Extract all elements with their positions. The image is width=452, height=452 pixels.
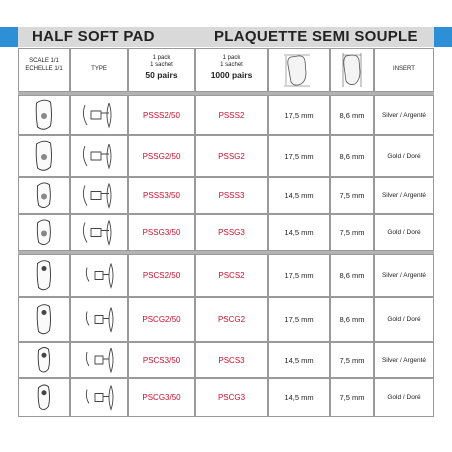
length-value: 17,5 mm <box>284 151 314 161</box>
code50-cell <box>128 297 195 342</box>
header-pack50-line2: 1 sachet <box>150 62 173 68</box>
nose-pad-side-icon <box>71 255 127 296</box>
header-insert: INSERT <box>393 66 415 72</box>
nose-pad-side-icon <box>71 96 127 134</box>
width-cell <box>330 177 374 214</box>
length-cell <box>268 135 330 177</box>
table-header <box>18 48 434 92</box>
pad-width-icon <box>331 49 373 91</box>
nose-pad-front-icon <box>19 343 69 377</box>
length-value: 14,5 mm <box>284 355 314 365</box>
insert-value: Silver / Argenté <box>381 111 427 119</box>
header-scale-line1: SCALE 1/1 <box>29 58 59 64</box>
code50-cell <box>128 378 195 417</box>
width-cell <box>330 378 374 417</box>
code-50-pairs: PSSS2/50 <box>143 110 180 120</box>
width-cell <box>330 342 374 378</box>
code-1000-pairs: PSCG3 <box>217 393 246 402</box>
length-cell <box>268 342 330 378</box>
table-row <box>18 135 434 177</box>
header-insert-cell <box>374 48 434 92</box>
code1000-cell <box>195 342 268 378</box>
insert-cell <box>374 177 434 214</box>
code1000-cell <box>195 177 268 214</box>
code1000-cell <box>195 214 268 251</box>
code-50-pairs: PSSG2/50 <box>142 151 181 161</box>
width-cell <box>330 135 374 177</box>
code-50-pairs: PSCG2/50 <box>142 315 181 324</box>
code1000-cell <box>195 378 268 417</box>
length-value: 17,5 mm <box>284 315 314 324</box>
width-value: 8,6 mm <box>339 151 365 161</box>
insert-cell <box>374 95 434 135</box>
length-cell <box>268 177 330 214</box>
insert-cell <box>374 378 434 417</box>
nose-pad-side-icon <box>71 215 127 250</box>
insert-value: Gold / Doré <box>387 394 421 401</box>
code50-cell <box>128 214 195 251</box>
length-cell <box>268 378 330 417</box>
code-50-pairs: PSCS3/50 <box>142 355 181 365</box>
scale-image-cell <box>18 378 70 417</box>
table-row <box>18 95 434 135</box>
length-value: 14,5 mm <box>284 228 314 237</box>
code50-cell <box>128 342 195 378</box>
nose-pad-front-icon <box>19 215 69 250</box>
insert-cell <box>374 254 434 297</box>
header-pack1000-line1: 1 pack <box>222 55 241 61</box>
scale-image-cell <box>18 297 70 342</box>
scale-image-cell <box>18 135 70 177</box>
width-value: 8,6 mm <box>339 271 365 280</box>
table-row <box>18 342 434 378</box>
length-cell <box>268 95 330 135</box>
nose-pad-side-icon <box>71 178 127 213</box>
scale-image-cell <box>18 95 70 135</box>
length-value: 14,5 mm <box>284 393 314 402</box>
code-1000-pairs: PSSG3 <box>218 228 245 237</box>
scale-image-cell <box>18 342 70 378</box>
scale-image-cell <box>18 254 70 297</box>
insert-value: Silver / Argenté <box>381 356 427 364</box>
insert-value: Gold / Doré <box>387 316 421 323</box>
insert-cell <box>374 297 434 342</box>
header-pack50-line1: 1 pack <box>152 55 171 61</box>
nose-pad-side-icon <box>71 298 127 341</box>
length-value: 17,5 mm <box>284 110 314 120</box>
code1000-cell <box>195 95 268 135</box>
header-scale-cell <box>18 48 70 92</box>
insert-value: Gold / Doré <box>387 152 421 160</box>
code50-cell <box>128 177 195 214</box>
nose-pad-side-icon <box>71 343 127 377</box>
code1000-cell <box>195 135 268 177</box>
banner-accent-right <box>434 27 452 47</box>
type-image-cell <box>70 297 128 342</box>
length-cell <box>268 297 330 342</box>
width-cell <box>330 297 374 342</box>
header-pack1000-line3: 1000 pairs <box>210 70 253 80</box>
title-english: HALF SOFT PAD <box>32 28 155 45</box>
code50-cell <box>128 135 195 177</box>
width-value: 7,5 mm <box>339 393 365 402</box>
width-value: 8,6 mm <box>339 315 365 324</box>
insert-value: Gold / Doré <box>387 229 421 236</box>
table-row <box>18 254 434 297</box>
table-row <box>18 378 434 417</box>
width-cell <box>330 214 374 251</box>
banner-accent-left <box>0 27 18 47</box>
nose-pad-front-icon <box>19 255 69 296</box>
table-row <box>18 297 434 342</box>
code1000-cell <box>195 297 268 342</box>
nose-pad-front-icon <box>19 96 69 134</box>
length-value: 14,5 mm <box>284 191 314 200</box>
type-image-cell <box>70 135 128 177</box>
insert-cell <box>374 135 434 177</box>
code-50-pairs: PSCS2/50 <box>142 271 181 280</box>
code-1000-pairs: PSCS2 <box>218 271 245 280</box>
pad-length-icon <box>269 49 329 91</box>
header-pack1000-line2: 1 sachet <box>220 62 243 68</box>
width-value: 7,5 mm <box>339 191 365 200</box>
code-50-pairs: PSCG3/50 <box>142 393 181 402</box>
width-value: 8,6 mm <box>339 110 365 120</box>
code-1000-pairs: PSSS3 <box>218 191 245 200</box>
code50-cell <box>128 95 195 135</box>
width-value: 7,5 mm <box>339 228 365 237</box>
insert-value: Silver / Argenté <box>381 192 427 199</box>
code-1000-pairs: PSSS2 <box>218 110 245 120</box>
header-pack50-line3: 50 pairs <box>145 70 178 80</box>
nose-pad-front-icon <box>19 136 69 176</box>
header-scale-line2: ECHELLE 1/1 <box>25 66 63 72</box>
code-1000-pairs: PSCS3 <box>218 355 245 365</box>
header-type: TYPE <box>91 66 107 72</box>
header-width-cell <box>330 48 374 92</box>
table-row <box>18 214 434 251</box>
width-value: 7,5 mm <box>339 355 365 365</box>
type-image-cell <box>70 95 128 135</box>
length-cell <box>268 214 330 251</box>
code-1000-pairs: PSCG2 <box>217 315 246 324</box>
width-cell <box>330 95 374 135</box>
nose-pad-side-icon <box>71 379 127 416</box>
type-image-cell <box>70 378 128 417</box>
nose-pad-front-icon <box>19 298 69 341</box>
length-value: 17,5 mm <box>284 271 314 280</box>
nose-pad-front-icon <box>19 379 69 416</box>
code1000-cell <box>195 254 268 297</box>
length-cell <box>268 254 330 297</box>
type-image-cell <box>70 254 128 297</box>
width-cell <box>330 254 374 297</box>
header-pack50-cell <box>128 48 195 92</box>
nose-pad-side-icon <box>71 136 127 176</box>
table-row <box>18 177 434 214</box>
code-50-pairs: PSSS3/50 <box>143 191 180 200</box>
code-50-pairs: PSSG3/50 <box>142 228 181 237</box>
nose-pad-front-icon <box>19 178 69 213</box>
header-length-cell <box>268 48 330 92</box>
insert-cell <box>374 214 434 251</box>
insert-cell <box>374 342 434 378</box>
insert-value: Silver / Argenté <box>381 272 427 279</box>
header-type-cell <box>70 48 128 92</box>
type-image-cell <box>70 214 128 251</box>
title-french: PLAQUETTE SEMI SOUPLE <box>214 28 418 45</box>
scale-image-cell <box>18 177 70 214</box>
header-pack1000-cell <box>195 48 268 92</box>
type-image-cell <box>70 342 128 378</box>
type-image-cell <box>70 177 128 214</box>
code50-cell <box>128 254 195 297</box>
scale-image-cell <box>18 214 70 251</box>
code-1000-pairs: PSSG2 <box>218 151 245 161</box>
